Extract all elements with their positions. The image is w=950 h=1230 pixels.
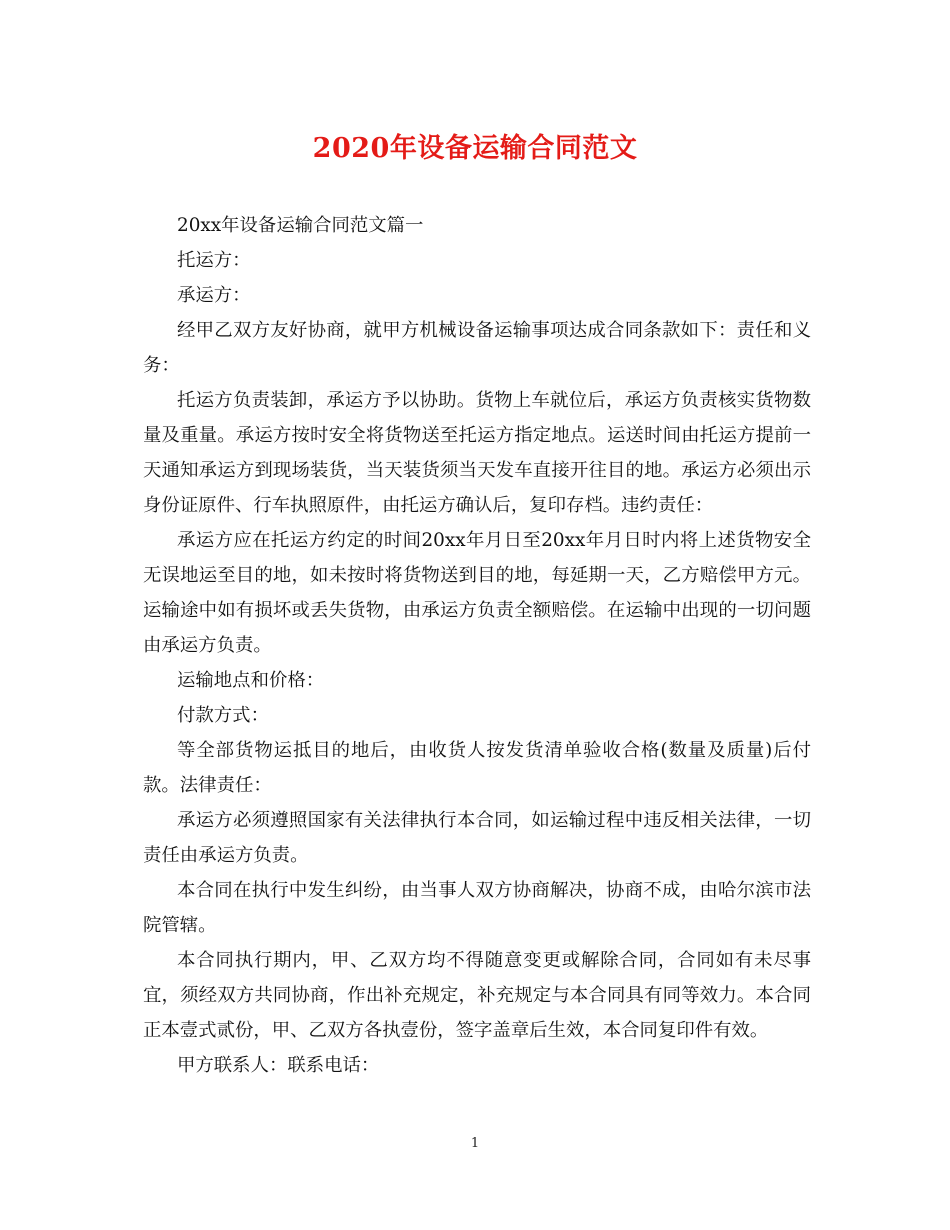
page-number: 1 xyxy=(470,1136,480,1151)
paragraph-legal: 承运方必须遵照国家有关法律执行本合同，如运输过程中违反相关法律，一切责任由承运方负责。 xyxy=(143,810,811,866)
paragraph-contact: 甲方联系人：联系电话： xyxy=(177,1055,380,1076)
paragraph-location-price: 运输地点和价格： xyxy=(177,670,325,691)
paragraph-liability: 承运方应在托运方约定的时间20xx年月日至20xx年月日时内将上述货物安全无误地运至目的地，如未按时将货物送到目的地，每延期一天，乙方赔偿甲方元。运输途中如有损坏或丢失货物，由承运方负责全额赔偿。在运输中出现的一切问题由承运方负责。 xyxy=(143,530,811,656)
paragraph-payment-terms: 等全部货物运抵目的地后，由收货人按发货清单验收合格(数量及质量)后付款。法律责任： xyxy=(143,740,811,796)
paragraph-duties: 托运方负责装卸，承运方予以协助。货物上车就位后，承运方负责核实货物数量及重量。承运方按时安全将货物送至托运方指定地点。运送时间由托运方提前一天通知承运方到现场装货，当天装货须当天发车直接开往目的地。承运方必须出示身份证原件、行车执照原件，由托运方确认后，复印存档。违约责任： xyxy=(143,390,811,516)
paragraph-dispute: 本合同在执行中发生纠纷，由当事人双方协商解决，协商不成，由哈尔滨市法院管辖。 xyxy=(143,880,811,936)
document-title: 2020年设备运输合同范文 xyxy=(312,133,638,164)
paragraph-payment-method: 付款方式： xyxy=(177,705,269,726)
paragraph-heading: 20xx年设备运输合同范文篇一 xyxy=(177,215,424,236)
document-body xyxy=(143,208,811,1083)
paragraph-carrier: 承运方： xyxy=(177,285,251,306)
paragraph-term: 本合同执行期内，甲、乙双方均不得随意变更或解除合同，合同如有未尽事宜，须经双方共同协商，作出补充规定，补充规定与本合同具有同等效力。本合同正本壹式贰份，甲、乙双方各执壹份，签字盖章后生效，本合同复印件有效。 xyxy=(143,950,811,1041)
paragraph-shipper: 托运方： xyxy=(177,250,251,271)
paragraph-agreement: 经甲乙双方友好协商，就甲方机械设备运输事项达成合同条款如下：责任和义务： xyxy=(143,320,811,376)
